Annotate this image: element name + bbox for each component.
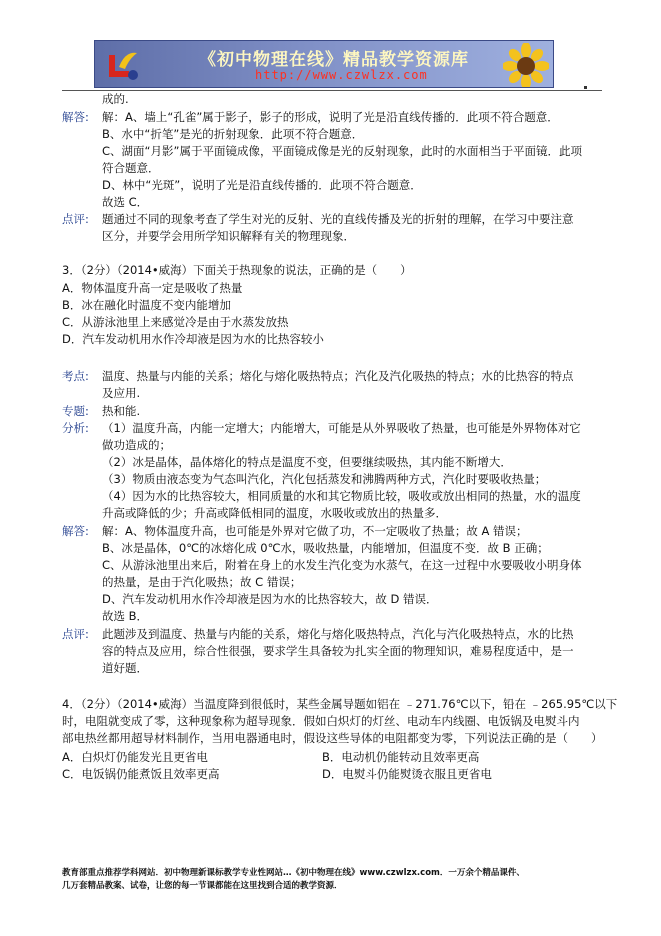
q2-answer-line: 故选 C． <box>102 195 149 209</box>
q3-comment-line: 此题涉及到温度、热量与内能的关系，熔化与熔化吸热特点，汽化与汽化吸热特点，水的比热 <box>102 627 574 641</box>
header-mark <box>584 86 587 89</box>
q3-option-c: C．从游泳池里上来感觉冷是由于水蒸发放热 <box>62 315 289 329</box>
q3-answer-line: 解：A、物体温度升高，也可能是外界对它做了功，不一定吸收了热量；故 A 错误； <box>102 524 528 538</box>
q3-fenxi-line: （2）冰是晶体，晶体熔化的特点是温度不变，但要继续吸热，其内能不断增大． <box>102 455 512 469</box>
q4-option-c: C．电饭锅仍能煮饭且效率更高 <box>62 767 220 781</box>
q2-answer-line: B、水中“折笔”是光的折射现象．此项不符合题意． <box>102 127 364 141</box>
q3-kaodian-line: 温度、热量与内能的关系；熔化与熔化吸热特点；汽化及汽化吸热的特点；水的比热容的特点 <box>102 369 574 383</box>
q3-zhuanti: 热和能. <box>102 404 141 418</box>
q3-answer-line: 故选 B． <box>102 609 149 623</box>
q3-answer-line: C、从游泳池里出来后，附着在身上的水发生汽化变为水蒸气，在这一过程中水要吸收小明身体 <box>102 558 582 572</box>
q2-comment-line: 区分，并要学会用所学知识解释有关的物理现象． <box>102 229 355 243</box>
footer-line: 几万套精品教案、试卷，让您的每一节课都能在这里找到合适的教学资源． <box>62 881 343 891</box>
q3-fenxi-line: 升高或降低的少；升高或降低相同的温度，水吸收或放出的热量多． <box>102 506 447 520</box>
q2-answer-line: D、林中“光斑”，说明了光是沿直线传播的．此项不符合题意． <box>102 178 422 192</box>
q2-continuation: 成的. <box>102 92 129 106</box>
q3-option-b: B．冰在融化时温度不变内能增加 <box>62 298 231 312</box>
banner-url: http://www.czwlzx.com <box>255 68 428 82</box>
q3-comment-label: 点评: <box>62 627 89 641</box>
q3-fenxi-line: 做功造成的； <box>102 438 171 452</box>
q3-comment-line: 道好题． <box>102 661 148 675</box>
q3-fenxi-line: （3）物质由液态变为气态叫汽化，汽化包括蒸发和沸腾两种方式，汽化时要吸收热量； <box>102 472 547 486</box>
q2-comment-label: 点评: <box>62 212 89 226</box>
header-divider <box>62 90 602 91</box>
site-logo-icon <box>103 45 143 85</box>
q2-answer-line: 解：A、墙上“孔雀”属于影子，影子的形成，说明了光是沿直线传播的．此项不符合题意． <box>102 110 559 124</box>
q3-fenxi-line: （1）温度升高，内能一定增大；内能增大，可能是从外界吸收了热量，也可能是外界物体对它 <box>102 421 581 435</box>
q3-option-a: A．物体温度升高一定是吸收了热量 <box>62 281 243 295</box>
q2-answer-line: 符合题意． <box>102 161 160 175</box>
q2-comment-line: 题通过不同的现象考查了学生对光的反射、光的直线传播及光的折射的理解，在学习中要注意 <box>102 212 574 226</box>
q3-answer-line: D、汽车发动机用水作冷却液是因为水的比热容较大，故 D 错误． <box>102 592 438 606</box>
q4-option-b: B．电动机仍能转动且效率更高 <box>322 750 480 764</box>
q3-comment-line: 容的特点及应用，综合性很强，要求学生具备较为扎实全面的物理知识，难易程度适中，是一 <box>102 644 574 658</box>
q2-answer-label: 解答: <box>62 110 89 124</box>
q3-kaodian-line: 及应用. <box>102 386 141 400</box>
q3-fenxi-label: 分析: <box>62 421 89 435</box>
q3-stem: 3．（2分）（2014•威海）下面关于热现象的说法，正确的是（ ） <box>62 263 412 277</box>
q4-stem-line: 时，电阻就变成了零，这种现象称为超导现象．假如白炽灯的灯丝、电动车内线圈、电饭锅及电熨斗内 <box>62 714 580 728</box>
q3-option-d: D．汽车发动机用水作冷却液是因为水的比热容较小 <box>62 332 324 346</box>
q4-option-a: A．白炽灯仍能发光且更省电 <box>62 750 208 764</box>
q3-answer-line: 的热量，是由于汽化吸热；故 C 错误； <box>102 575 302 589</box>
sunflower-icon <box>503 43 549 88</box>
footer-line: 教育部重点推荐学科网站．初中物理新课标教学专业性网站…《初中物理在线》www.czwlzx.com．一万余个精品课件、 <box>62 868 525 878</box>
q3-fenxi-line: （4）因为水的比热容较大，相同质量的水和其它物质比较，吸收或放出相同的热量，水的温度 <box>102 489 581 503</box>
q3-answer-line: B、冰是晶体，0℃的冰熔化成 0℃水，吸收热量，内能增加，但温度不变．故 B 正确； <box>102 541 549 555</box>
q3-zhuanti-label: 专题: <box>62 404 89 418</box>
q4-stem-line: 4．（2分）（2014•威海）当温度降到很低时，某些金属导题如铝在 ﹣271.76℃以下，铅在 ﹣265.95℃以下 <box>62 697 618 711</box>
q4-option-d: D．电熨斗仍能熨烫衣服且更省电 <box>322 767 492 781</box>
q4-stem-line: 部电热丝都用超导材料制作，当用电器通电时，假设这些导体的电阻都变为零，下列说法正确的是（ ） <box>62 731 603 745</box>
banner-title: 《初中物理在线》精品教学资源库 <box>199 50 469 70</box>
q2-answer-line: C、湖面“月影”属于平面镜成像，平面镜成像是光的反射现象，此时的水面相当于平面镜．此项 <box>102 144 582 158</box>
q3-kaodian-label: 考点: <box>62 369 89 383</box>
site-banner <box>94 40 554 88</box>
q3-answer-label: 解答: <box>62 524 89 538</box>
